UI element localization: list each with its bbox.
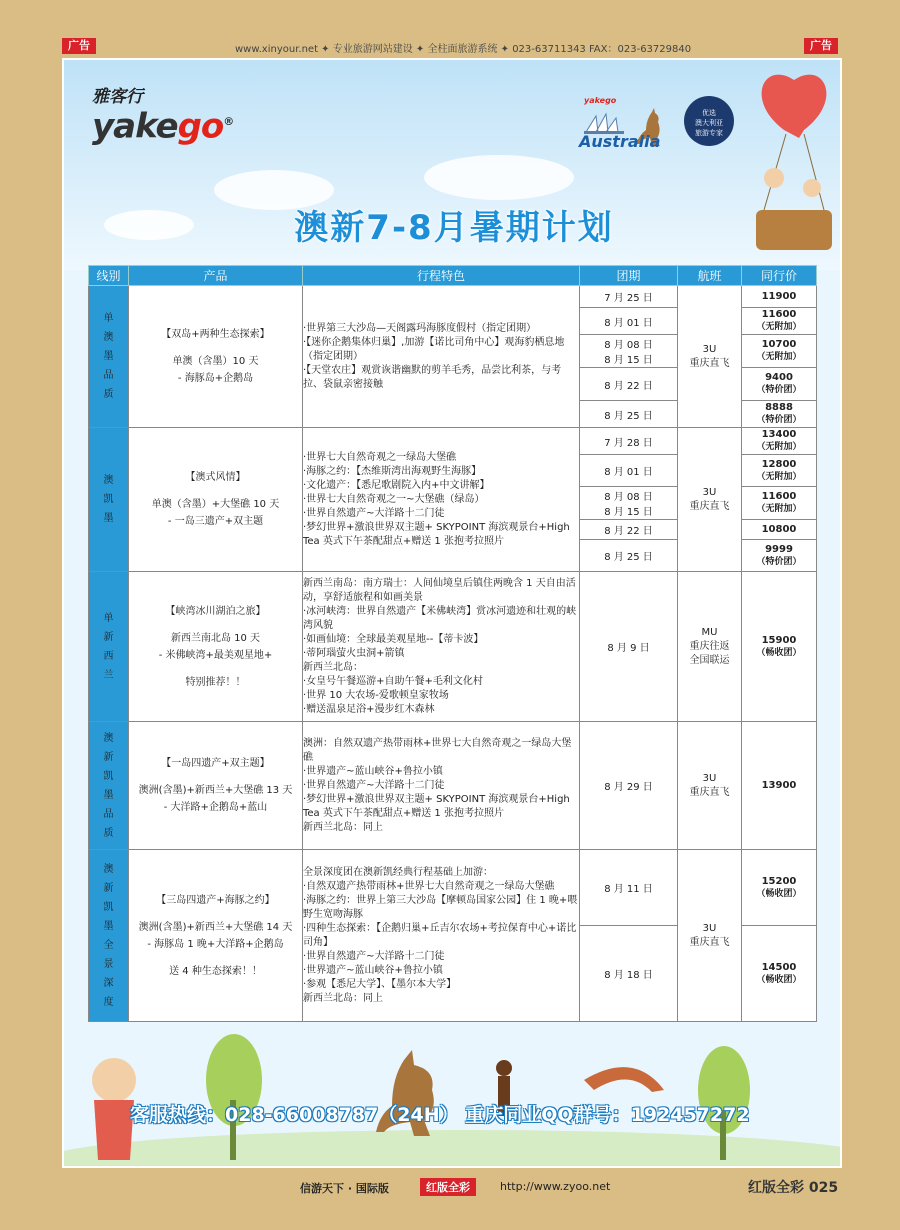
flight-cell — [678, 286, 742, 428]
badge-line-1: 优选 — [702, 109, 716, 117]
header-price: 同行价 — [742, 266, 817, 286]
feature-item: ·赠送温泉足浴+漫步红木森林 — [303, 703, 435, 715]
feature-item: ·世界遗产~蓝山峡谷+鲁拉小镇 — [303, 964, 443, 976]
header-product: 产品 — [129, 266, 303, 286]
date-text: 8 月 08 日 — [604, 340, 653, 351]
price-value: 10800 — [761, 524, 797, 535]
price-value: 15200 — [761, 875, 797, 887]
product-sub: - 海豚岛 1 晚+大洋路+企鹅岛 — [147, 938, 284, 950]
badge-line-2: 澳大利亚 — [695, 119, 723, 127]
date-text: 8 月 22 日 — [604, 526, 653, 537]
product-cell — [129, 572, 303, 722]
price-cell — [742, 428, 817, 455]
ad-card — [62, 58, 842, 1168]
header-features: 行程特色 — [303, 266, 580, 286]
logo-cn: 雅客行 — [92, 87, 143, 107]
feature-item: ·世界七大自然奇观之一绿岛大堡礁 — [303, 451, 457, 463]
table-row — [89, 428, 817, 455]
price-value: 13400 — [761, 429, 797, 440]
price-note: （无附加） — [756, 442, 802, 452]
features-cell — [303, 286, 580, 428]
date-cell — [580, 455, 678, 487]
price-value: 14500 — [761, 961, 797, 973]
logo-en-b: go — [177, 106, 224, 147]
table-row — [89, 286, 817, 308]
logo-reg: ® — [223, 115, 234, 128]
price-note: （畅收团） — [756, 888, 802, 899]
feature-item: ·世界遗产~蓝山峡谷+鲁拉小镇 — [303, 765, 443, 777]
bottom-tag: 红版全彩 — [420, 1178, 476, 1196]
feature-item: ·女皇号午餐巡游+自助午餐+毛利文化村 — [303, 675, 483, 687]
feature-item: ·【迷你企鹅集体归巢】,加游【诺比司角中心】观海豹栖息地（指定团期） — [303, 336, 565, 362]
line-label: 澳凯墨 — [103, 475, 114, 524]
price-value: 10700 — [761, 339, 797, 350]
date-text: 7 月 25 日 — [604, 293, 653, 304]
flight-text: 重庆直飞 — [689, 357, 730, 369]
line-label: 单新西兰 — [103, 612, 114, 681]
mini-logo: yakego — [584, 96, 617, 105]
price-note: （无附加） — [756, 504, 802, 514]
feature-item: ·蒂阿瑙萤火虫洞+箭镇 — [303, 647, 405, 659]
price-value: 13900 — [761, 780, 797, 791]
price-cell — [742, 368, 817, 401]
bottom-bar — [0, 1178, 900, 1198]
page-title: 澳新7-8月暑期计划 — [294, 208, 614, 248]
header-flight: 航班 — [678, 266, 742, 286]
price-cell — [742, 540, 817, 572]
product-cell — [129, 286, 303, 428]
feature-item: ·世界自然遗产~大洋路十二门徒 — [303, 507, 445, 519]
date-text-2: 8 月 15 日 — [604, 507, 653, 518]
feature-item: ·世界 10 大农场-爱歌顿皇家牧场 — [303, 689, 449, 701]
feature-item: ·梦幻世界+激浪世界双主题+ SKYPOINT 海滨观景台+High Tea 英式下午茶配甜点+赠送 1 张抱考拉照片 — [303, 521, 570, 547]
price-cell — [742, 520, 817, 540]
features-cell — [303, 850, 580, 1022]
product-route: 澳洲(含墨)+新西兰+大堡礁 13 天 — [138, 785, 293, 796]
date-text: 8 月 29 日 — [604, 782, 653, 793]
price-cell — [742, 926, 817, 1022]
price-value: 11900 — [761, 291, 797, 302]
date-cell — [580, 926, 678, 1022]
top-contact-info: www.xinyour.net ✦ 专业旅游网站建设 ✦ 全柱面旅游系统 ✦ 023-63711343 FAX：023-63729840 — [235, 44, 692, 55]
table-row — [89, 572, 817, 722]
price-cell — [742, 308, 817, 335]
flight-text: 全国联运 — [689, 654, 730, 666]
header-line: 线别 — [89, 266, 129, 286]
feature-item: ·梦幻世界+激浪世界双主题+ SKYPOINT 海滨观景台+High Tea 英式下午茶配甜点+赠送 1 张抱考拉照片 — [303, 793, 570, 819]
features-cell — [303, 428, 580, 572]
price-note: （特价团） — [756, 415, 802, 425]
price-cell — [742, 335, 817, 368]
header-date: 团期 — [580, 266, 678, 286]
australia-label: Australia — [579, 132, 661, 151]
date-cell — [580, 572, 678, 722]
feature-item: ·世界自然遗产~大洋路十二门徒 — [303, 950, 445, 962]
table-row — [89, 722, 817, 850]
date-cell — [580, 401, 678, 428]
feature-item: ·自然双遗产热带雨林+世界七大自然奇观之一绿岛大堡礁 — [303, 880, 555, 892]
price-value: 9400 — [765, 372, 793, 383]
price-cell — [742, 286, 817, 308]
flight-cell — [678, 850, 742, 1022]
price-cell — [742, 722, 817, 850]
badge-line-3: 旅游专家 — [695, 129, 723, 137]
feature-item: 新西兰南岛：南方瑞士：人间仙境皇后镇住两晚含 1 天自由活动，享舒适旅程和如画美景 — [303, 577, 576, 603]
product-extra: 特别推荐！！ — [185, 676, 246, 688]
top-bar — [0, 38, 900, 56]
product-name: 【峡湾冰川湖泊之旅】 — [165, 605, 266, 617]
date-text: 8 月 25 日 — [604, 552, 653, 563]
line-cell — [89, 722, 129, 850]
flight-text: 3U — [702, 772, 717, 784]
product-extra: 送 4 种生态探索！！ — [169, 965, 262, 977]
date-cell — [580, 850, 678, 926]
date-text: 8 月 9 日 — [607, 643, 650, 654]
price-value: 9999 — [765, 543, 793, 555]
features-cell — [303, 722, 580, 850]
price-cell — [742, 850, 817, 926]
product-name: 【一岛四遗产+双主题】 — [161, 758, 270, 769]
hotline-text: 客服热线：028-66008787（24H） 重庆同业QQ群号：192457272 — [130, 1104, 750, 1126]
product-sub: - 大洋路+企鹅岛+蓝山 — [163, 802, 268, 813]
page-number: 红版全彩 025 — [748, 1180, 839, 1196]
feature-item: 澳洲：自然双遗产热带雨林+世界七大自然奇观之一绿岛大堡礁 — [303, 737, 572, 763]
bottom-url[interactable]: http://www.zyoo.net — [500, 1180, 611, 1193]
opera-house-icon — [584, 112, 624, 134]
product-sub: - 米佛峡湾+最美观星地+ — [158, 649, 273, 661]
flight-cell — [678, 428, 742, 572]
feature-item: 新西兰北岛：同上 — [303, 992, 383, 1004]
date-cell — [580, 487, 678, 520]
feature-item: ·海豚之约：【杰维斯湾出海观野生海豚】 — [303, 465, 482, 477]
date-text: 8 月 01 日 — [604, 467, 653, 478]
feature-item: 新西兰北岛： — [303, 661, 363, 673]
date-text: 8 月 11 日 — [604, 884, 653, 895]
price-value: 8888 — [765, 402, 793, 413]
date-text: 8 月 01 日 — [604, 317, 653, 329]
price-note: （无附加） — [756, 471, 802, 482]
line-label: 单澳墨品质 — [103, 313, 114, 400]
ad-tag-right: 广告 — [804, 38, 838, 54]
price-note: （无附加） — [756, 352, 802, 362]
flight-text: 重庆直飞 — [689, 500, 730, 512]
date-text: 8 月 22 日 — [604, 380, 653, 392]
product-name: 【双岛+两种生态探索】 — [161, 329, 270, 340]
price-note: （特价团） — [756, 385, 802, 395]
product-route: 澳洲(含墨)+新西兰+大堡礁 14 天 — [138, 921, 293, 933]
product-name: 【澳式风情】 — [185, 472, 246, 483]
price-note: （特价团） — [756, 556, 802, 567]
flight-text: 重庆往返 — [689, 640, 730, 652]
product-cell — [129, 428, 303, 572]
date-text: 8 月 18 日 — [604, 970, 653, 981]
line-cell — [89, 572, 129, 722]
date-text: 8 月 25 日 — [604, 410, 653, 422]
price-value: 11600 — [761, 309, 797, 320]
date-cell — [580, 308, 678, 335]
price-note: （畅收团） — [756, 974, 802, 985]
feature-item: ·如画仙境：全球最美观星地--【蒂卡波】 — [303, 633, 484, 645]
table-row — [89, 850, 817, 926]
price-cell — [742, 455, 817, 487]
feature-item: ·冰河峡湾：世界自然遗产【米佛峡湾】赏冰河遗迹和壮观的峡湾风貌 — [303, 605, 577, 631]
table-body — [89, 286, 817, 1022]
date-cell — [580, 540, 678, 572]
product-sub: - 一岛三遗产+双主题 — [167, 516, 264, 527]
price-note: （畅收团） — [756, 647, 802, 658]
product-route: 单澳（含墨）+大堡礁 10 天 — [151, 499, 280, 510]
footer-illustration — [64, 1020, 842, 1168]
feature-item: ·世界自然遗产~大洋路十二门徒 — [303, 779, 445, 791]
flight-text: 3U — [702, 922, 717, 934]
flight-cell — [678, 722, 742, 850]
feature-item: ·参观【悉尼大学】、【墨尔本大学】 — [303, 978, 457, 990]
date-cell — [580, 368, 678, 401]
feature-item: 全景深度团在澳新凯经典行程基础上加游： — [303, 866, 493, 878]
feature-item: ·【天堂农庄】观赏诙谐幽默的剪羊毛秀，品尝比利茶，与考拉、袋鼠亲密接触 — [303, 364, 562, 390]
price-cell — [742, 401, 817, 428]
line-cell — [89, 428, 129, 572]
logo-en-a: yake — [92, 106, 178, 147]
product-route: 新西兰南北岛 10 天 — [170, 632, 261, 644]
product-name: 【三岛四遗产+海豚之约】 — [156, 894, 275, 906]
line-label: 澳新凯墨品质 — [103, 732, 114, 839]
flight-text: 重庆直飞 — [689, 786, 730, 798]
price-cell — [742, 572, 817, 722]
flight-cell — [678, 572, 742, 722]
price-value: 12800 — [761, 458, 797, 470]
feature-item: ·世界七大自然奇观之一~大堡礁（绿岛） — [303, 493, 485, 505]
flight-text: 3U — [702, 343, 717, 355]
date-cell — [580, 722, 678, 850]
feature-item: ·世界第三大沙岛—天阁露玛海豚度假村（指定团期） — [303, 322, 537, 334]
product-route: 单澳（含墨）10 天 — [172, 356, 259, 367]
price-cell — [742, 487, 817, 520]
logo-en — [92, 106, 234, 147]
feature-item: 新西兰北岛：同上 — [303, 821, 383, 833]
date-text-2: 8 月 15 日 — [604, 355, 653, 366]
date-cell — [580, 428, 678, 455]
price-value: 15900 — [761, 634, 797, 646]
line-label: 澳新凯墨全景深度 — [103, 863, 114, 1008]
date-cell — [580, 335, 678, 368]
line-cell — [89, 850, 129, 1022]
flight-text: 3U — [702, 486, 717, 498]
date-cell — [580, 286, 678, 308]
product-sub: - 海豚岛+企鹅岛 — [177, 373, 254, 384]
ad-tag-left: 广告 — [62, 38, 96, 54]
bottom-slogan: 信游天下 · 国际版 — [300, 1182, 389, 1195]
feature-item: ·海豚之约：世界上第三大沙岛【摩顿岛国家公园】住 1 晚+喂野生宽吻海豚 — [303, 894, 578, 920]
cloud-decoration — [424, 155, 574, 200]
date-text: 8 月 08 日 — [604, 492, 653, 503]
line-cell — [89, 286, 129, 428]
date-cell — [580, 520, 678, 540]
product-cell — [129, 722, 303, 850]
date-text: 7 月 28 日 — [604, 437, 653, 449]
itinerary-table — [88, 265, 817, 1022]
feature-item: ·四种生态探索：【企鹅归巢+丘吉尔农场+考拉保育中心+诺比司角】 — [303, 922, 577, 948]
yakego-logo — [92, 82, 234, 147]
table-header-row — [89, 266, 817, 286]
feature-item: ·文化遗产：【悉尼歌剧院入内+中文讲解】 — [303, 479, 490, 491]
product-cell — [129, 850, 303, 1022]
price-note: （无附加） — [756, 322, 802, 332]
flight-text: MU — [701, 626, 718, 638]
price-value: 11600 — [761, 491, 797, 502]
features-cell — [303, 572, 580, 722]
flight-text: 重庆直飞 — [689, 936, 730, 948]
